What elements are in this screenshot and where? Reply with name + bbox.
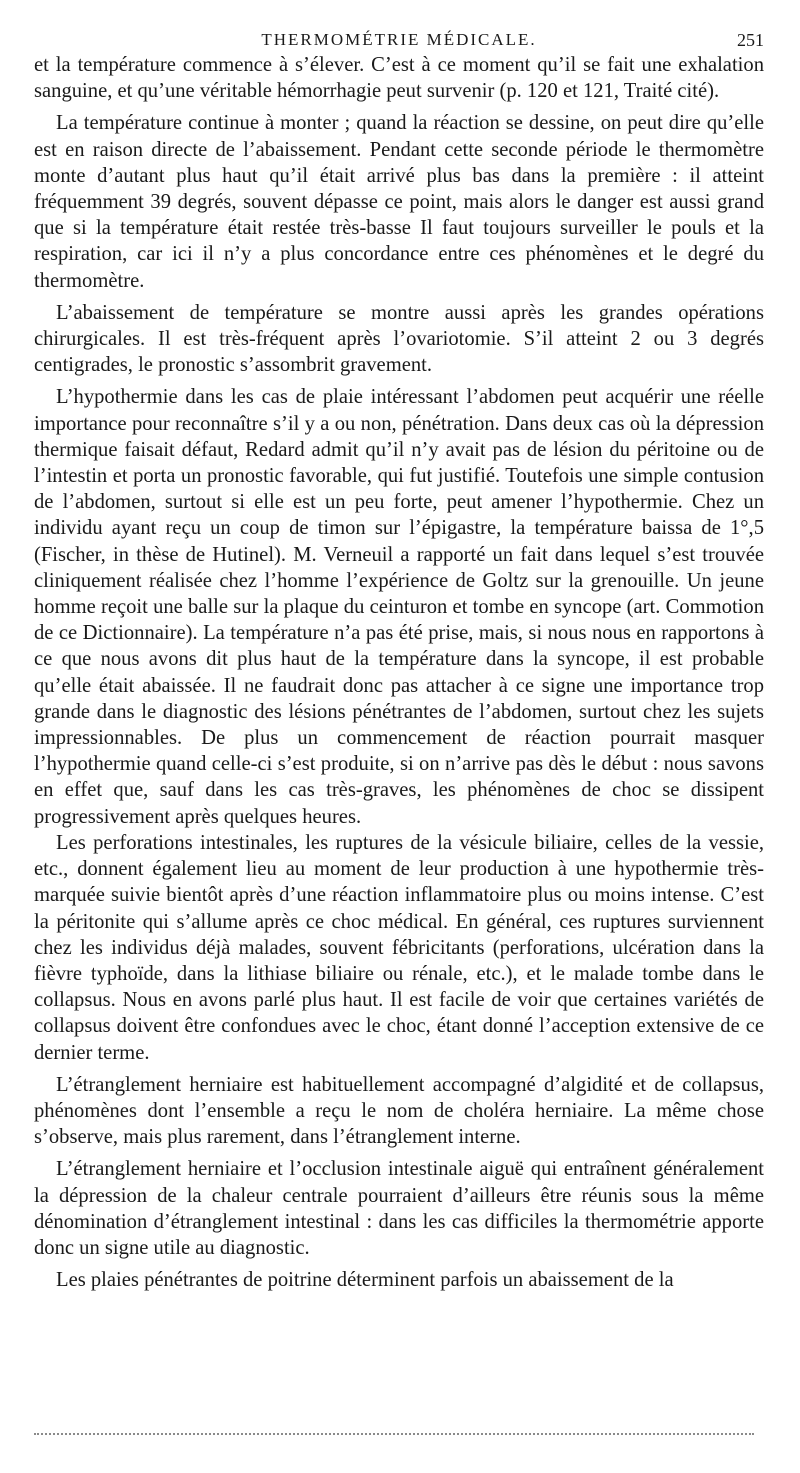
paragraph-hernia-strangulation: L’étranglement herniaire est habituellement accompagné d’algidité et de collapsus, phénomènes dont l’ensemble a reçu le nom de choléra herniaire. La même chose s’observe, mais plus rarement, dans l’étranglement interne. — [34, 1073, 764, 1149]
body-text — [34, 52, 764, 1293]
page-header — [34, 22, 764, 52]
paragraph-perforations: Les perforations intestinales, les ruptures de la vésicule biliaire, celles de la vessie, etc., donnent également lieu au moment de leur production à une hypothermie très-marquée suivie bientôt après d’une réaction inflammatoire plus ou moins intense. C’est la péritonite qui s’allume après ce choc médical. En général, ces ruptures surviennent chez les individus déjà malades, souvent fébricitants (perforations, ulcération dans la fièvre typhoïde, dans la lithiase biliaire ou rénale, etc.), et le malade tombe dans le collapsus. Nous en avons parlé plus haut. Il est facile de voir que certaines variétés de collapsus doivent être confondues avec le choc, étant donné l’acception extensive de ce dernier terme. — [34, 831, 764, 1064]
running-title: THERMOMÉTRIE MÉDICALE. — [261, 30, 537, 49]
paragraph-intestinal-occlusion: L’étranglement herniaire et l’occlusion intestinale aiguë qui entraînent généralement la dépression de la chaleur centrale pourraient d’ailleurs être réunis sous la même dénomination d’étranglement intestinal : dans les cas difficiles la thermométrie apporte donc un signe utile au diagnostic. — [34, 1158, 764, 1259]
paragraph-temperature-rise: La température continue à monter ; quand la réaction se dessine, on peut dire qu’elle est en raison directe de l’abaissement. Pendant cette seconde période le thermomètre monte d’autant plus haut qu’il était arrivé plus bas dans la première : il atteint fréquemment 39 degrés, souvent dépasse ce point, mais alors le danger est aussi grand que si la température était restée très-basse Il faut toujours surveiller le pouls et la respiration, car ici il n’y a plus concordance entre ces phénomènes et le degré du thermomètre. — [34, 112, 764, 292]
page-number: 251 — [737, 30, 764, 50]
paragraph-abdominal-wounds: L’hypothermie dans les cas de plaie intéressant l’abdomen peut acquérir une réelle importance pour reconnaître s’il y a ou non, pénétration. Dans deux cas où la dépression thermique faisait défaut, Redard admit qu’il n’y avait pas de lésion du péritoine ou de l’intestin et porta un pronostic favorable, qui fut justifié. Toutefois une simple contusion de l’abdomen, surtout si elle est un peu forte, peut amener l’hypothermie. Chez un individu ayant reçu un coup de timon sur l’épigastre, la température baissa de 1°,5 (Fischer, in thèse de Hutinel). M. Verneuil a rapporté un fait dans lequel s’est trouvée cliniquement réalisée chez l’homme l’expérience de Goltz sur la grenouille. Un jeune homme reçoit une balle sur la plaque du ceinturon et tombe en syncope (art. Commotion de ce Dictionnaire). La température n’a pas été prise, mais, si nous nous en rapportons à ce que nous avons dit plus haut de la température dans la syncope, il est probable qu’elle était abaissée. Il ne faudrait donc pas attacher à ce signe une importance trop grande dans le diagnostic des lésions pénétrantes de l’abdomen, surtout chez les sujets impressionnables. De plus un commencement de réaction pourrait masquer l’hypothermie quand celle-ci s’est produite, si on n’arrive pas dès le début : nous savons en effet que, sauf dans les cas très-graves, les phénomènes de choc se dissipent progressivement après quelques heures. — [34, 386, 764, 828]
document-page — [34, 22, 764, 1293]
paragraph-continuation: et la température commence à s’élever. C’est à ce moment qu’il se fait une exhalation sanguine, et qu’une véritable hémorrhagie peut survenir (p. 120 et 121, Traité cité). — [34, 54, 764, 103]
paragraph-chest-wounds: Les plaies pénétrantes de poitrine déterminent parfois un abaissement de la — [56, 1269, 674, 1292]
footer-dotted-rule — [34, 1433, 754, 1435]
paragraph-surgical-operations: L’abaissement de température se montre aussi après les grandes opérations chirurgicales. Il est très-fréquent après l’ovariotomie. S’il atteint 2 ou 3 degrés centigrades, le pronostic s’assombrit gravement. — [34, 301, 764, 377]
